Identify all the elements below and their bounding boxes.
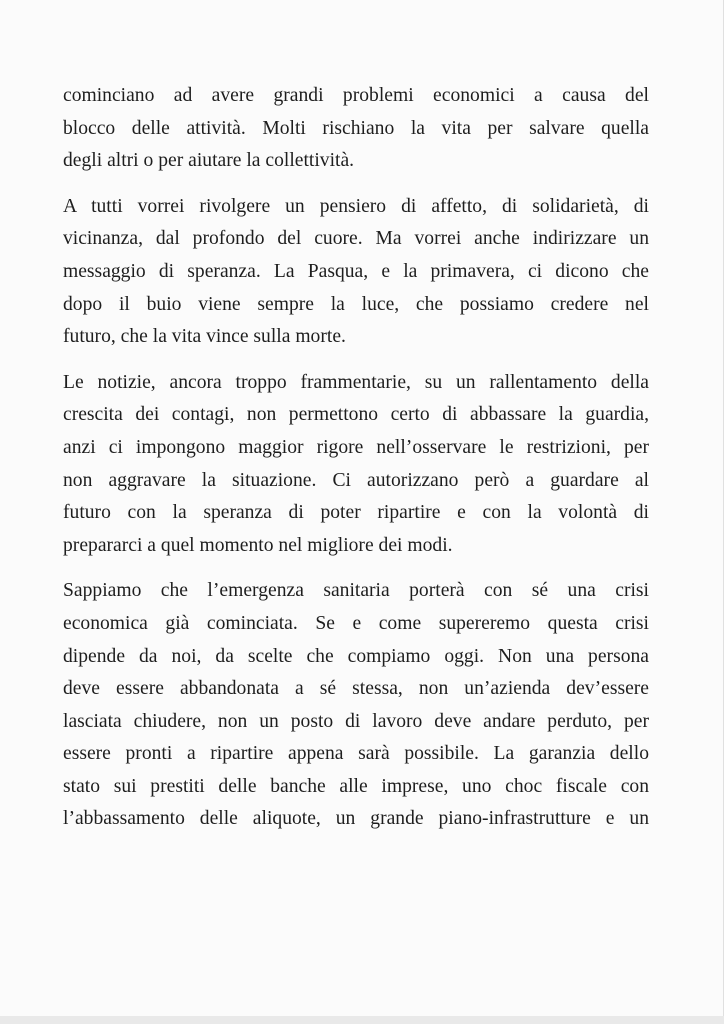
- text-line: futuro, che la vita vince sulla morte.: [63, 326, 346, 348]
- text-line: essere pronti a ripartire appena sarà possibile. La garanzia dello: [63, 743, 649, 765]
- text-line: degli altri o per aiutare la collettività.: [63, 150, 355, 172]
- text-line: non aggravare la situazione. Ci autorizzano però a guardare al: [63, 469, 649, 491]
- text-line: messaggio di speranza. La Pasqua, e la primavera, ci dicono che: [63, 260, 649, 282]
- text-line: futuro con la speranza di poter ripartire e con la volontà di: [63, 502, 649, 524]
- text-line: anzi ci impongono maggior rigore nell’osservare le restrizioni, per: [63, 436, 649, 458]
- paragraph-1: [63, 80, 649, 178]
- text-line: dipende da noi, da scelte che compiamo oggi. Non una persona: [63, 645, 649, 667]
- text-line: deve essere abbandonata a sé stessa, non un’azienda dev’essere: [63, 678, 649, 700]
- text-line: crescita dei contagi, non permettono certo di abbassare la guardia,: [63, 404, 649, 426]
- text-line: vicinanza, dal profondo del cuore. Ma vorrei anche indirizzare un: [63, 228, 649, 250]
- text-line: dopo il buio viene sempre la luce, che possiamo credere nel: [63, 293, 649, 315]
- text-line: A tutti vorrei rivolgere un pensiero di affetto, di solidarietà, di: [63, 195, 649, 217]
- paragraph-2: [63, 191, 649, 354]
- text-line: prepararci a quel momento nel migliore dei modi.: [63, 534, 453, 556]
- paragraph-3: [63, 367, 649, 563]
- text-line: lasciata chiudere, non un posto di lavoro deve andare perduto, per: [63, 710, 649, 732]
- paragraph-4: [63, 575, 649, 836]
- document-body: [63, 80, 649, 849]
- text-line: l’abbassamento delle aliquote, un grande piano-infrastrutture e un: [63, 808, 649, 830]
- text-line: Le notizie, ancora troppo frammentarie, su un rallentamento della: [63, 371, 649, 393]
- text-line: cominciano ad avere grandi problemi economici a causa del: [63, 85, 649, 106]
- text-line: blocco delle attività. Molti rischiano la vita per salvare quella: [63, 117, 649, 139]
- text-line: Sappiamo che l’emergenza sanitaria porterà con sé una crisi: [63, 580, 649, 602]
- text-line: economica già cominciata. Se e come supereremo questa crisi: [63, 612, 649, 634]
- text-line: stato sui prestiti delle banche alle imprese, uno choc fiscale con: [63, 775, 649, 797]
